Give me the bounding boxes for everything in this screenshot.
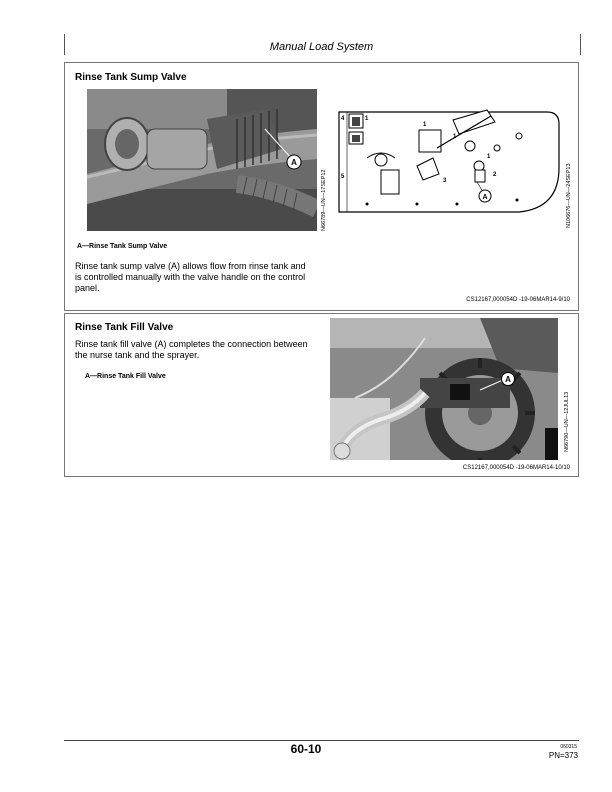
photo-label: N66789—UN—17SEP12 [321,169,327,231]
sump-valve-ref: CS12167,000054D -19-06MAR14-9/10 [466,297,570,303]
diagram-number: 5 [341,174,345,180]
photo-callout: A [505,375,511,384]
fill-valve-caption: A—Rinse Tank Fill Valve [85,373,166,380]
diagram-label: N106676—UN—24SEP13 [566,163,572,228]
diagram-number: 1 [423,122,427,128]
fill-valve-ref: CS12167,000054D -19-06MAR14-10/10 [462,465,570,471]
section-title: Rinse Tank Sump Valve [75,72,187,83]
sump-valve-photo [87,89,317,231]
section-rinse-tank-sump-valve [64,62,579,311]
diagram-number: 2 [493,172,497,178]
diagram-number: 1 [365,116,369,122]
photo-label: N66790—UN—12JUL13 [564,391,570,452]
sump-valve-description: Rinse tank sump valve (A) allows flow from rinse tank and is controlled manually with the valve handle on the control panel. [75,261,306,293]
photo-callout: A [291,158,297,167]
fill-valve-photo [330,318,558,460]
diagram-number: 1 [453,134,457,140]
diagram-number: 3 [443,178,447,184]
diagram-number: 1 [487,154,491,160]
sump-valve-caption: A—Rinse Tank Sump Valve [77,243,168,250]
diagram-number: 4 [341,116,345,122]
page-header-title: Manual Load System [269,41,374,53]
page-number: 60-10 [290,742,322,756]
footer-pn: PN=373 [548,751,578,760]
section-title: Rinse Tank Fill Valve [75,322,174,333]
footer-rule [64,740,579,741]
footer-code: 060315 [560,744,577,750]
fill-valve-description: Rinse tank fill valve (A) completes the connection between the nurse tank and the sprayer. [75,339,308,360]
control-panel-diagram [337,108,562,218]
section-rinse-tank-fill-valve [64,313,579,477]
diagram-callout: A [482,194,488,201]
